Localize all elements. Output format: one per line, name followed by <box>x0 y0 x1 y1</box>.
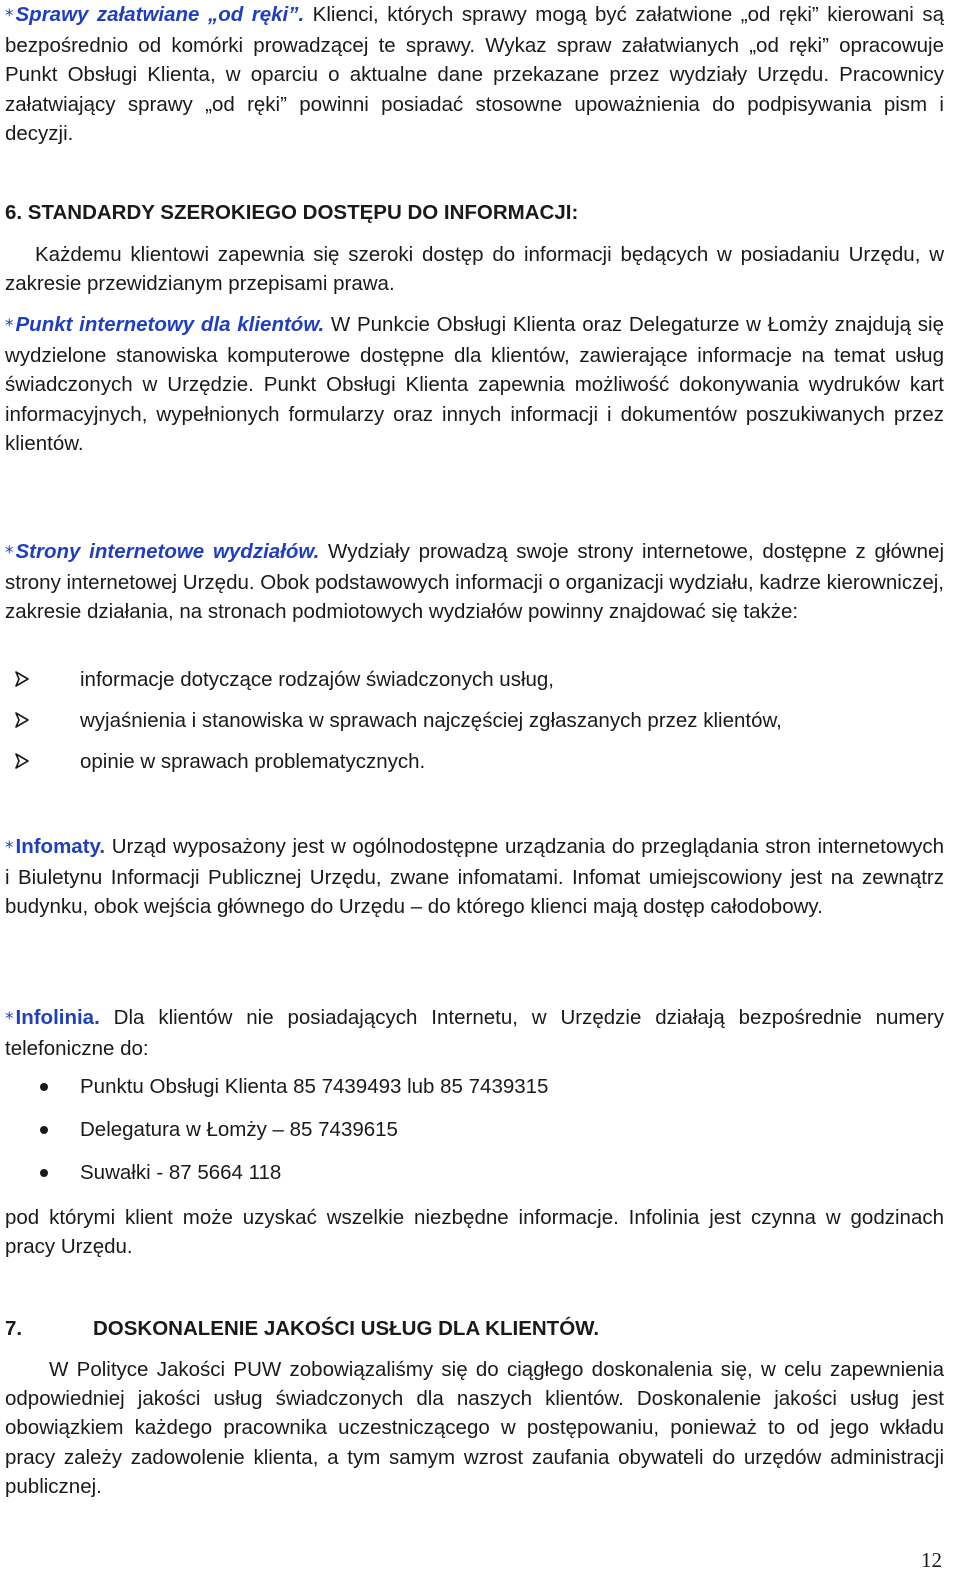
lead-infolinia: *Infolinia. <box>5 1006 100 1029</box>
heading-section-6: 6. STANDARDY SZEROKIEGO DOSTĘPU DO INFORMACJI: <box>5 201 579 224</box>
paragraph-intro-6: Każdemu klientowi zapewnia się szeroki dostęp do informacji będących w posiadaniu Urzędu, w zakresie przewidzianym przepisami prawa. <box>5 243 944 296</box>
list-item: Suwałki - 87 5664 118 <box>5 1156 944 1199</box>
text-od-reki: Klienci, których sprawy mogą być załatwione „od ręki” kierowani są bezpośrednio od komórki prowadzącej te sprawy. Wykaz spraw załatwianych „od ręki” opracowuje Punkt Obsługi Klienta, w oparciu o aktualne dane przekazane przez wydziały Urzędu. Pracownicy załatwiający sprawy „od ręki” powinni posiadać stosowne upoważnienia do podpisywania pism i decyzji. <box>5 3 944 145</box>
bullet-dot-icon <box>40 1083 48 1091</box>
list-item: wyjaśnienia i stanowiska w sprawach najczęściej zgłaszanych przez klientów, <box>5 705 944 746</box>
arrowhead-bullet-icon <box>15 671 29 687</box>
list-item: Delegatura w Łomży – 85 7439615 <box>5 1113 944 1156</box>
heading-7-number: 7. <box>5 1317 23 1340</box>
lead-strony-internetowe: *Strony internetowe wydziałów. <box>5 540 320 563</box>
arrowhead-bullet-icon <box>15 753 29 769</box>
paragraph-infomaty: *Infomaty. Urząd wyposażony jest w ogólnodostępne urządzania do przeglądania stron internetowych i Biuletynu Informacji Publicznej Urzędu, zwane infomatami. Infomat umiejscowiony jest na zewnątrz budynku, obok wejścia głównego do Urzędu – do którego klienci mają dostęp całodobowy. <box>5 835 944 919</box>
paragraph-section-7: W Polityce Jakości PUW zobowiązaliśmy się do ciągłego doskonalenia się, w celu zapewnienia odpowiedniej jakości usług świadczonych dla naszych klientów. Doskonalenie jakości usług jest obowiązkiem każdego pracownika uczestniczącego w postępowaniu, ponieważ to od jego wkładu pracy zależy zadowolenie klienta, a tym samym wzrost zaufania obywateli do urzędów administracji publicznej. <box>5 1358 944 1498</box>
paragraph-infolinia-after: pod którymi klient może uzyskać wszelkie niezbędne informacje. Infolinia jest czynna w godzinach pracy Urzędu. <box>5 1206 944 1259</box>
list-item: Punktu Obsługi Klienta 85 7439493 lub 85 7439315 <box>5 1070 944 1113</box>
asterisk-icon: * <box>5 1009 14 1029</box>
page-number: 12 <box>921 1548 942 1572</box>
paragraph-strony-internetowe: *Strony internetowe wydziałów. Wydziały prowadzą swoje strony internetowe, dostępne z głównej strony internetowej Urzędu. Obok podstawowych informacji o organizacji wydziału, kadrze kierowniczej, zakresie działania, na stronach podmiotowych wydziałów powinny znajdować się także: <box>5 540 945 624</box>
heading-7-text: DOSKONALENIE JAKOŚCI USŁUG DLA KLIENTÓW. <box>93 1317 600 1340</box>
heading-section-7 <box>5 1314 944 1343</box>
asterisk-icon: * <box>5 316 14 336</box>
lead-od-reki: *Sprawy załatwiane „od ręki”. <box>5 3 305 26</box>
paragraph-punkt-internetowy: *Punkt internetowy dla klientów. W Punkcie Obsługi Klienta oraz Delegaturze w Łomży znajdują się wydzielone stanowiska komputerowe dostępne dla klientów, zawierające informacje na temat usług świadczonych w Urzędzie. Punkt Obsługi Klienta zapewnia możliwość dokonywania wydruków kart informacyjnych, wypełnionych formularzy oraz innych informacji i dokumentów poszukiwanych przez klientów. <box>5 313 944 455</box>
paragraph-infolinia: *Infolinia. Dla klientów nie posiadających Internetu, w Urzędzie działają bezpośrednie numery telefoniczne do: <box>5 1006 944 1061</box>
asterisk-icon: * <box>5 543 14 563</box>
strony-list <box>5 664 944 787</box>
asterisk-icon: * <box>5 6 14 26</box>
bullet-dot-icon <box>40 1169 48 1177</box>
arrowhead-bullet-icon <box>15 712 29 728</box>
asterisk-icon: * <box>5 838 14 858</box>
lead-punkt-internetowy: *Punkt internetowy dla klientów. <box>5 313 325 336</box>
lead-infomaty: *Infomaty. <box>5 835 106 858</box>
infolinia-list <box>5 1070 944 1199</box>
list-item: informacje dotyczące rodzajów świadczonych usług, <box>5 664 944 705</box>
paragraph-od-reki <box>5 0 944 148</box>
bullet-dot-icon <box>40 1126 48 1134</box>
list-item: opinie w sprawach problematycznych. <box>5 746 944 787</box>
